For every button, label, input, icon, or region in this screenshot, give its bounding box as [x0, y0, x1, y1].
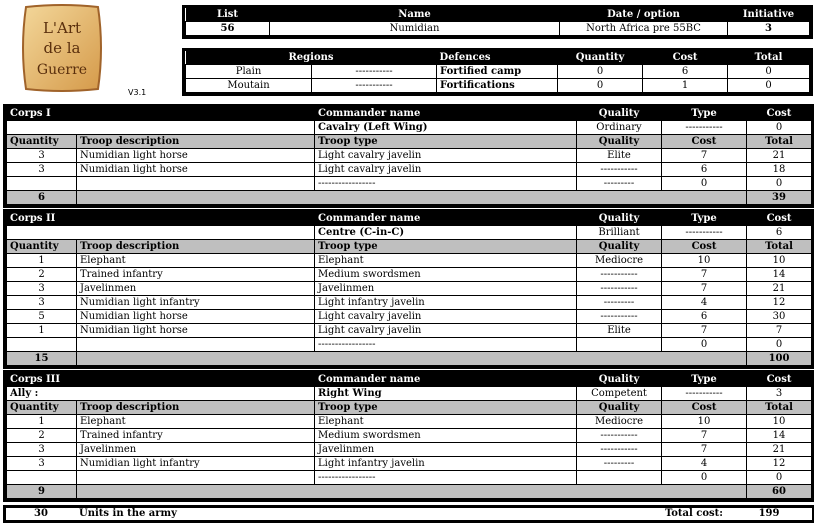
troop-quality[interactable]: ----------- — [577, 443, 662, 457]
troop-type[interactable]: Elephant — [315, 254, 577, 268]
army-summary — [3, 505, 814, 523]
troop-quantity[interactable]: 2 — [7, 268, 77, 282]
troop-type[interactable]: ----------------- — [315, 338, 577, 352]
date-option[interactable]: North Africa pre 55BC — [560, 22, 728, 36]
troop-cost: 0 — [662, 177, 747, 191]
troop-description[interactable]: Elephant — [77, 254, 315, 268]
troop-quantity[interactable] — [7, 338, 77, 352]
troop-description-header: Troop description — [77, 240, 315, 254]
troop-total: 0 — [747, 471, 812, 485]
svg-text:L'Art: L'Art — [42, 19, 82, 37]
type-header: Type — [662, 373, 747, 387]
cost-header: Cost — [747, 212, 812, 226]
troop-row — [7, 254, 812, 268]
troop-cost: 7 — [662, 324, 747, 338]
troop-type[interactable]: Javelinmen — [315, 443, 577, 457]
cost-header: Cost — [747, 107, 812, 121]
cost-header: Cost — [747, 373, 812, 387]
defence-name: Fortifications — [437, 79, 558, 93]
commander-name[interactable]: Right Wing — [315, 387, 577, 401]
troop-total: 12 — [747, 296, 812, 310]
troop-type-header: Troop type — [315, 135, 577, 149]
troop-description[interactable]: Numidian light horse — [77, 324, 315, 338]
commander-name-header: Commander name — [315, 373, 577, 387]
initiative-value[interactable]: 3 — [728, 22, 810, 36]
troop-quantity[interactable]: 3 — [7, 163, 77, 177]
troop-description-header: Troop description — [77, 135, 315, 149]
cost-header: Cost — [662, 135, 747, 149]
total-cost-value: 199 — [758, 508, 780, 519]
corps-2-table — [3, 209, 814, 369]
defence-quantity[interactable]: 0 — [558, 79, 643, 93]
quantity-header: Quantity — [558, 51, 643, 65]
troop-cost: 4 — [662, 296, 747, 310]
commander-type[interactable]: ----------- — [662, 226, 747, 240]
region-row — [186, 65, 810, 79]
troop-cost: 10 — [662, 415, 747, 429]
initiative-header: Initiative — [728, 8, 810, 22]
troop-cost: 7 — [662, 429, 747, 443]
total-header: Total — [728, 51, 810, 65]
region-name[interactable]: Moutain — [186, 79, 312, 93]
corps-1-table — [3, 104, 814, 208]
troop-quantity[interactable]: 3 — [7, 443, 77, 457]
troop-description-header: Troop description — [77, 401, 315, 415]
troop-quantity[interactable]: 3 — [7, 149, 77, 163]
troop-row — [7, 177, 812, 191]
troop-description[interactable]: Javelinmen — [77, 443, 315, 457]
defences-header: Defences — [437, 51, 558, 65]
region-value[interactable]: ----------- — [312, 79, 437, 93]
units-label: Units in the army — [79, 508, 177, 519]
troop-row — [7, 296, 812, 310]
troop-description[interactable]: Numidian light infantry — [77, 457, 315, 471]
total-header: Total — [747, 135, 812, 149]
troop-cost: 7 — [662, 268, 747, 282]
troop-description[interactable]: Javelinmen — [77, 282, 315, 296]
troop-quantity[interactable] — [7, 177, 77, 191]
corps-title: Corps II — [7, 212, 315, 226]
defence-name: Fortified camp — [437, 65, 558, 79]
quantity-header: Quantity — [7, 240, 77, 254]
quality-header: Quality — [577, 135, 662, 149]
quality-header: Quality — [577, 212, 662, 226]
commander-quality[interactable]: Ordinary — [577, 121, 662, 135]
troop-description[interactable]: Numidian light horse — [77, 163, 315, 177]
troop-cost: 6 — [662, 163, 747, 177]
corps-total-cost: 100 — [747, 352, 812, 366]
cost-header: Cost — [662, 240, 747, 254]
type-header: Type — [662, 212, 747, 226]
troop-description[interactable]: Numidian light horse — [77, 310, 315, 324]
troop-total: 14 — [747, 429, 812, 443]
quality-header: Quality — [577, 373, 662, 387]
troop-quality[interactable]: --------- — [577, 296, 662, 310]
troop-row — [7, 149, 812, 163]
troop-total: 30 — [747, 310, 812, 324]
corps-unit-count: 15 — [7, 352, 77, 366]
version-label: V3.1 — [128, 88, 147, 97]
troop-row — [7, 338, 812, 352]
troop-type[interactable]: Javelinmen — [315, 282, 577, 296]
troop-cost: 7 — [662, 443, 747, 457]
corps-3-table — [3, 370, 814, 502]
troop-cost: 7 — [662, 282, 747, 296]
troop-type[interactable]: Medium swordsmen — [315, 268, 577, 282]
troop-type[interactable]: Light cavalry javelin — [315, 324, 577, 338]
quantity-header: Quantity — [7, 135, 77, 149]
ally-label: Ally : — [7, 387, 315, 401]
cost-header: Cost — [643, 51, 728, 65]
commander-name-header: Commander name — [315, 107, 577, 121]
troop-quantity[interactable]: 1 — [7, 415, 77, 429]
region-value[interactable]: ----------- — [312, 65, 437, 79]
units-count: 30 — [34, 508, 48, 519]
troop-cost: 0 — [662, 338, 747, 352]
svg-text:de la: de la — [43, 39, 81, 57]
troop-total: 21 — [747, 282, 812, 296]
app-logo — [20, 3, 104, 93]
troop-quality[interactable]: ----------- — [577, 268, 662, 282]
troop-description[interactable] — [77, 471, 315, 485]
troop-row — [7, 429, 812, 443]
troop-row — [7, 457, 812, 471]
troop-cost: 6 — [662, 310, 747, 324]
troop-description[interactable]: Elephant — [77, 415, 315, 429]
troop-type[interactable]: Light cavalry javelin — [315, 149, 577, 163]
corps-unit-count: 6 — [7, 191, 77, 205]
commander-cost: 3 — [747, 387, 812, 401]
quality-header: Quality — [577, 240, 662, 254]
troop-description[interactable]: Numidian light infantry — [77, 296, 315, 310]
commander-type[interactable]: ----------- — [662, 121, 747, 135]
total-cost-label: Total cost: — [664, 508, 723, 519]
list-header: List — [186, 8, 270, 22]
troop-row — [7, 324, 812, 338]
defence-total: 0 — [728, 79, 810, 93]
troop-quality[interactable]: Elite — [577, 149, 662, 163]
commander-quality[interactable]: Competent — [577, 387, 662, 401]
commander-cost: 6 — [747, 226, 812, 240]
troop-quality[interactable]: ----------- — [577, 310, 662, 324]
type-header: Type — [662, 107, 747, 121]
list-info-table — [182, 5, 813, 39]
troop-row — [7, 163, 812, 177]
total-header: Total — [747, 240, 812, 254]
troop-row — [7, 268, 812, 282]
commander-type[interactable]: ----------- — [662, 387, 747, 401]
ally-label — [7, 226, 315, 240]
troop-quantity[interactable]: 3 — [7, 457, 77, 471]
troop-type[interactable]: Medium swordsmen — [315, 429, 577, 443]
troop-total: 10 — [747, 415, 812, 429]
troop-quantity[interactable]: 1 — [7, 254, 77, 268]
troop-total: 21 — [747, 149, 812, 163]
troop-quality[interactable]: Elite — [577, 324, 662, 338]
total-header: Total — [747, 401, 812, 415]
troop-description[interactable]: Trained infantry — [77, 268, 315, 282]
commander-name[interactable]: Centre (C-in-C) — [315, 226, 577, 240]
troop-type-header: Troop type — [315, 240, 577, 254]
troop-total: 14 — [747, 268, 812, 282]
commander-name-header: Commander name — [315, 212, 577, 226]
troop-quantity[interactable]: 1 — [7, 324, 77, 338]
list-number[interactable]: 56 — [186, 22, 270, 36]
troop-type[interactable]: Light infantry javelin — [315, 296, 577, 310]
region-row — [186, 79, 810, 93]
troop-quantity[interactable] — [7, 471, 77, 485]
troop-type[interactable]: Light cavalry javelin — [315, 310, 577, 324]
troop-quality[interactable]: ----------- — [577, 429, 662, 443]
troop-row — [7, 415, 812, 429]
troop-total: 18 — [747, 163, 812, 177]
troop-quality[interactable] — [577, 338, 662, 352]
troop-quality[interactable]: ----------- — [577, 282, 662, 296]
commander-name[interactable]: Cavalry (Left Wing) — [315, 121, 577, 135]
troop-description[interactable]: Trained infantry — [77, 429, 315, 443]
troop-cost: 7 — [662, 149, 747, 163]
corps-title: Corps I — [7, 107, 315, 121]
troop-type[interactable]: Elephant — [315, 415, 577, 429]
region-name[interactable]: Plain — [186, 65, 312, 79]
corps-total-cost: 60 — [747, 485, 812, 499]
troop-total: 0 — [747, 338, 812, 352]
troop-total: 0 — [747, 177, 812, 191]
troop-cost: 0 — [662, 471, 747, 485]
troop-cost: 4 — [662, 457, 747, 471]
defence-quantity[interactable]: 0 — [558, 65, 643, 79]
troop-description[interactable] — [77, 177, 315, 191]
commander-cost: 0 — [747, 121, 812, 135]
troop-total: 21 — [747, 443, 812, 457]
troop-quantity[interactable]: 5 — [7, 310, 77, 324]
troop-row — [7, 282, 812, 296]
quantity-header: Quantity — [7, 401, 77, 415]
quality-header: Quality — [577, 401, 662, 415]
troop-row — [7, 471, 812, 485]
troop-type[interactable]: Light cavalry javelin — [315, 163, 577, 177]
defence-cost: 6 — [643, 65, 728, 79]
defence-cost: 1 — [643, 79, 728, 93]
regions-table — [182, 48, 813, 96]
troop-quality[interactable]: --------- — [577, 177, 662, 191]
troop-type[interactable]: ----------------- — [315, 471, 577, 485]
corps-total-cost: 39 — [747, 191, 812, 205]
regions-header: Regions — [186, 51, 437, 65]
date-header: Date / option — [560, 8, 728, 22]
troop-total: 12 — [747, 457, 812, 471]
troop-description[interactable]: Numidian light horse — [77, 149, 315, 163]
troop-quality[interactable] — [577, 471, 662, 485]
troop-quality[interactable]: Mediocre — [577, 415, 662, 429]
troop-quantity[interactable]: 2 — [7, 429, 77, 443]
troop-description[interactable] — [77, 338, 315, 352]
defence-total: 0 — [728, 65, 810, 79]
commander-quality[interactable]: Brilliant — [577, 226, 662, 240]
ally-label — [7, 121, 315, 135]
troop-quantity[interactable]: 3 — [7, 282, 77, 296]
svg-text:Guerre: Guerre — [36, 62, 88, 78]
cost-header: Cost — [662, 401, 747, 415]
army-name[interactable]: Numidian — [270, 22, 560, 36]
troop-row — [7, 310, 812, 324]
troop-quality[interactable]: Mediocre — [577, 254, 662, 268]
troop-type-header: Troop type — [315, 401, 577, 415]
troop-type[interactable]: Light infantry javelin — [315, 457, 577, 471]
troop-total: 7 — [747, 324, 812, 338]
troop-quantity[interactable]: 3 — [7, 296, 77, 310]
troop-type[interactable]: ----------------- — [315, 177, 577, 191]
troop-quality[interactable]: ----------- — [577, 163, 662, 177]
troop-total: 10 — [747, 254, 812, 268]
troop-cost: 10 — [662, 254, 747, 268]
troop-row — [7, 443, 812, 457]
corps-title: Corps III — [7, 373, 315, 387]
corps-unit-count: 9 — [7, 485, 77, 499]
name-header: Name — [270, 8, 560, 22]
quality-header: Quality — [577, 107, 662, 121]
troop-quality[interactable]: --------- — [577, 457, 662, 471]
